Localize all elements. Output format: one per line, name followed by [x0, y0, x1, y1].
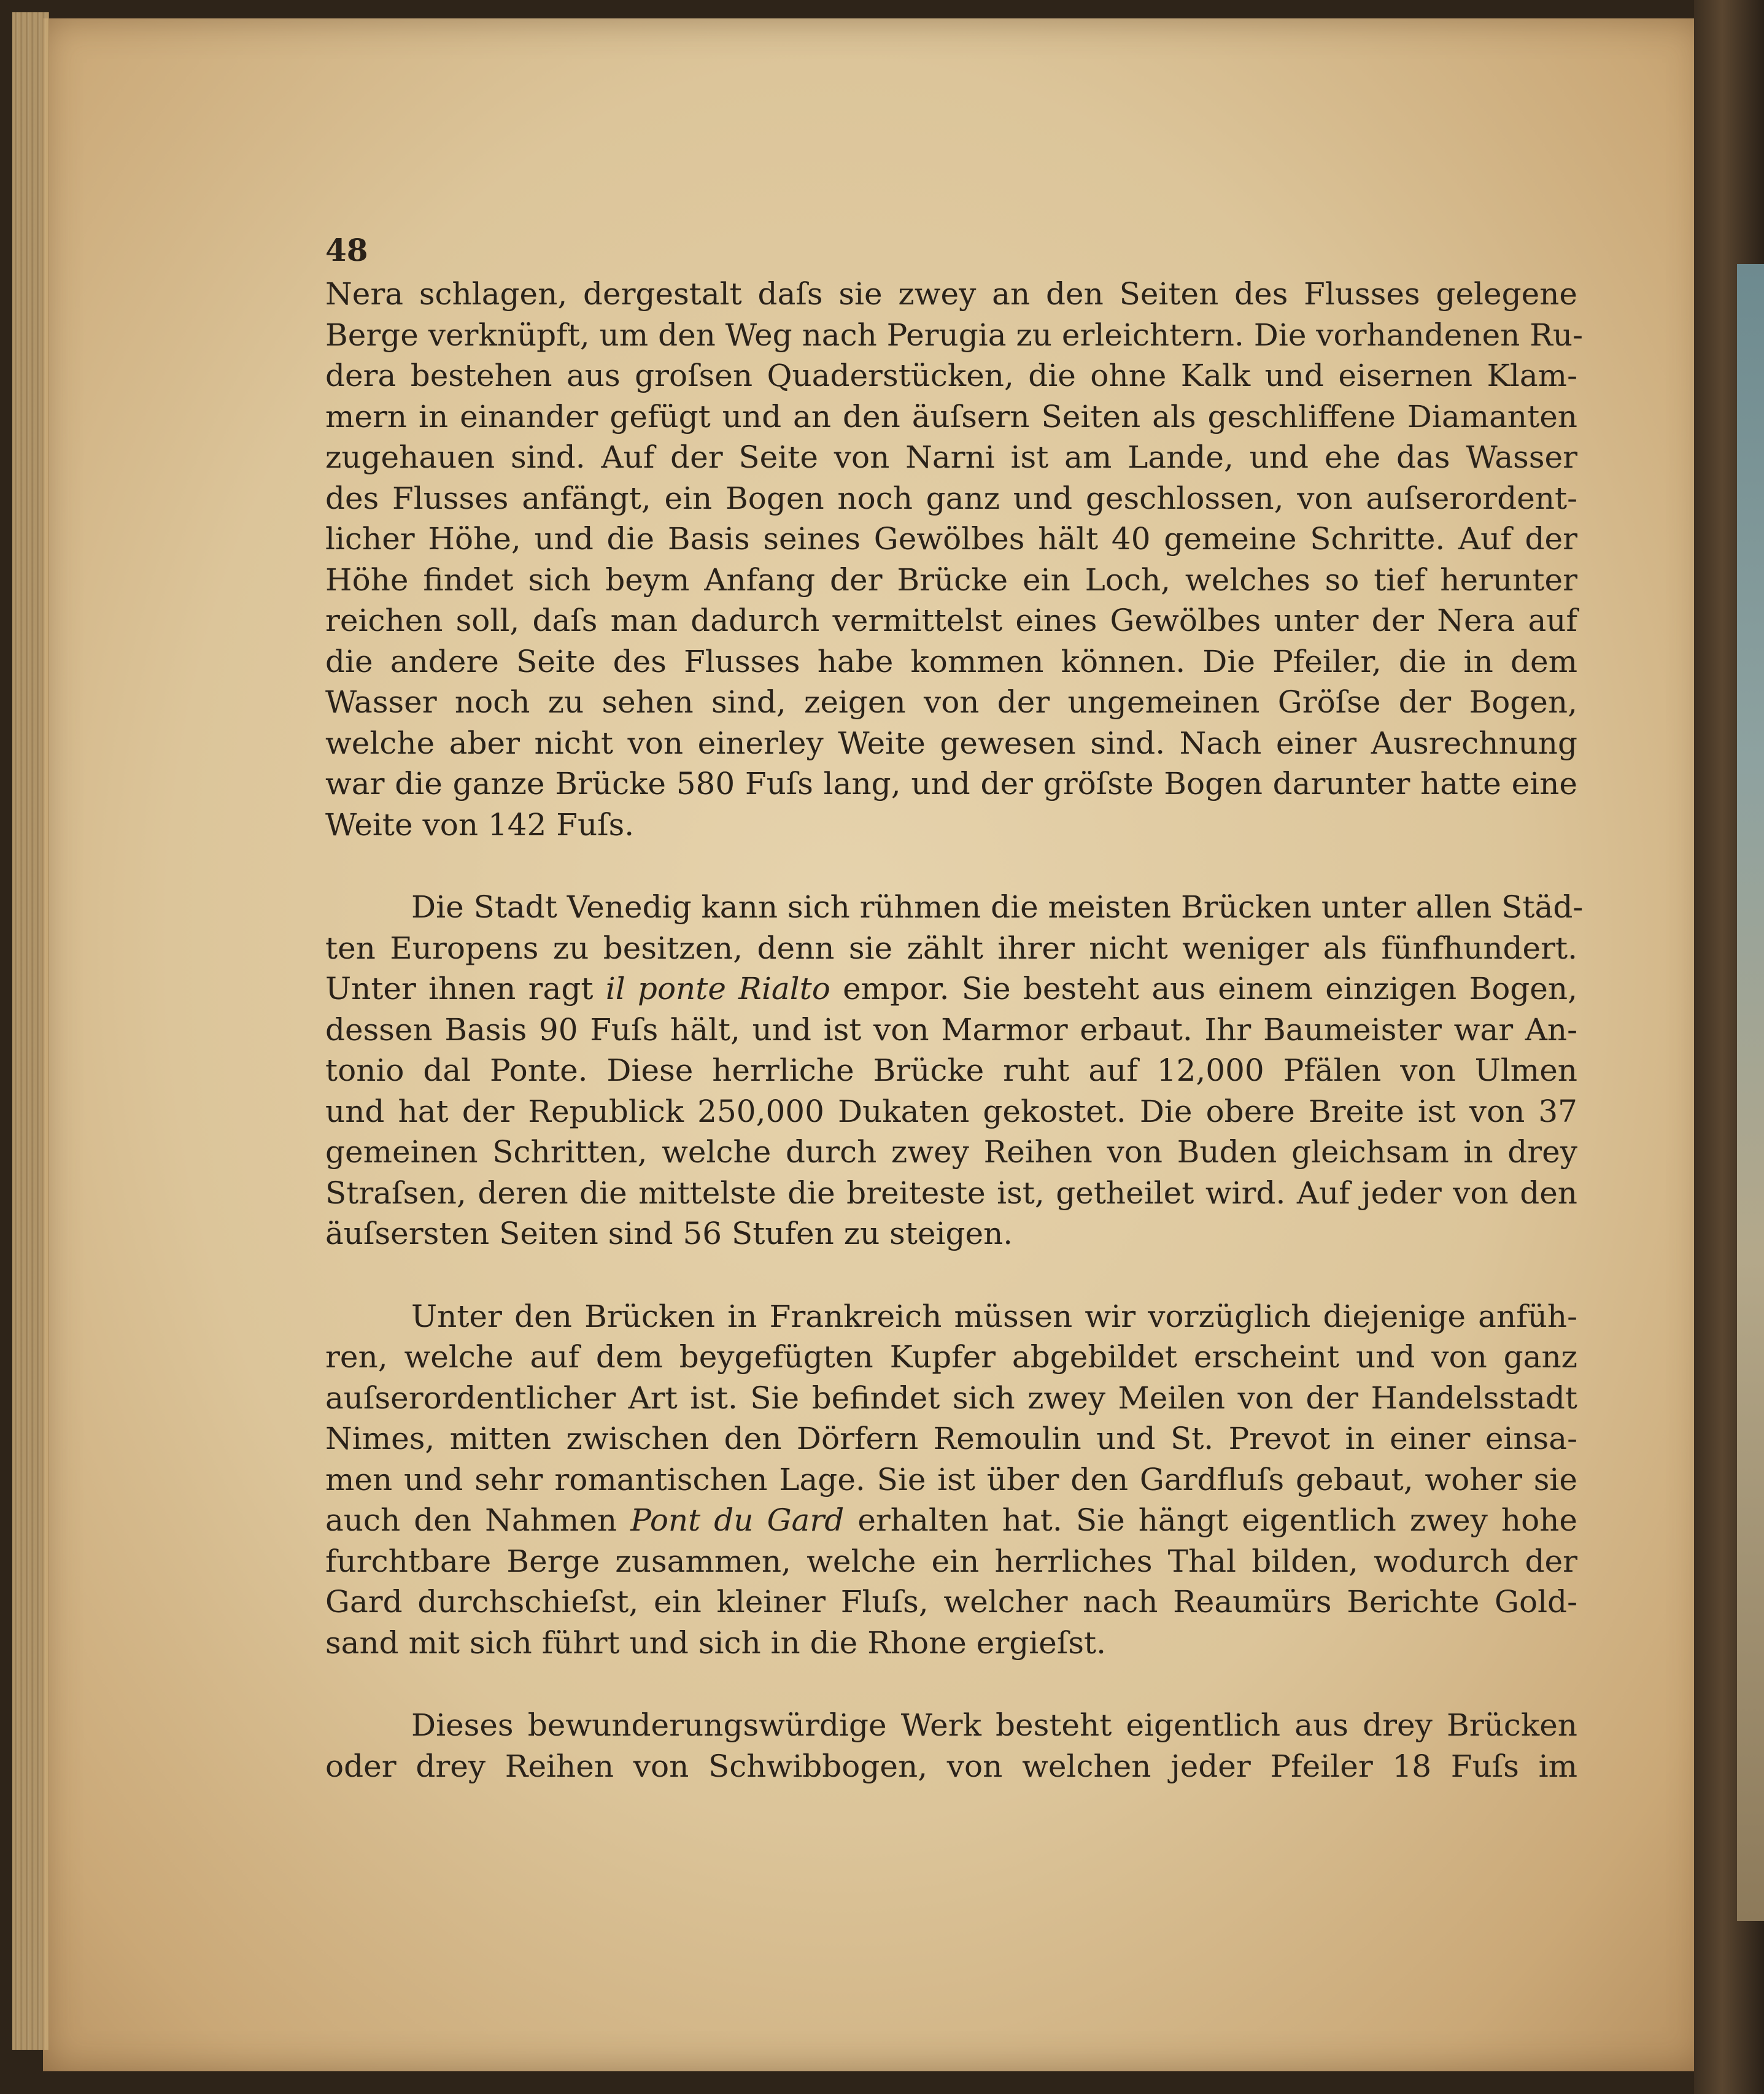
text-line: furchtbare Berge zusammen, welche ein herrliches Thal bilden, wodurch der — [325, 1543, 1577, 1579]
page-number: 48 — [325, 232, 368, 268]
text-line — [325, 1500, 1577, 1541]
text-segment: empor. Sie besteht aus einem einzigen Bogen, — [843, 971, 1577, 1006]
text-line: Weite von 142 Fuſs. — [325, 806, 635, 843]
text-line: Gard durchschieſst, ein kleiner Fluſs, welcher nach Reaumürs Berichte Gold- — [325, 1584, 1577, 1620]
paragraph-3 — [325, 1296, 1577, 1664]
text-line: sand mit sich führt und sich in die Rhone ergieſst. — [325, 1625, 1106, 1661]
paragraph-gap — [325, 1254, 1577, 1296]
text-line: licher Höhe, und die Basis seines Gewölbes hält 40 gemeine Schritte. Auf der — [325, 521, 1577, 557]
text-line: war die ganze Brücke 580 Fuſs lang, und der gröſste Bogen darunter hatte eine — [325, 766, 1577, 802]
text-line: welche aber nicht von einerley Weite gewesen sind. Nach einer Ausrechnung — [325, 725, 1577, 761]
text-segment: Unter ihnen ragt — [325, 971, 594, 1006]
text-line: Dieses bewunderungswürdige Werk besteht eigentlich aus drey Brücken — [411, 1707, 1577, 1743]
text-line: oder drey Reihen von Schwibbogen, von welchen jeder Pfeiler 18 Fuſs im — [325, 1748, 1577, 1784]
text-line: reichen soll, daſs man dadurch vermittelst eines Gewölbes unter der Nera auf — [325, 603, 1577, 638]
text-line: Straſsen, deren die mittelste die breiteste ist, getheilet wird. Auf jeder von den — [325, 1175, 1577, 1211]
paragraph-4 — [325, 1705, 1577, 1787]
text-line: tonio dal Ponte. Diese herrliche Brücke ruht auf 12,000 Pfälen von Ulmen — [325, 1053, 1577, 1088]
page-edge-stack — [12, 12, 49, 2050]
text-line: auſserordentlicher Art ist. Sie befindet sich zwey Meilen von der Handelsstadt — [325, 1380, 1577, 1416]
paragraph-1 — [325, 274, 1583, 845]
text-line: ren, welche auf dem beygefügten Kupfer abgebildet erscheint und von ganz — [325, 1339, 1577, 1375]
italic-term: il ponte Rialto — [605, 971, 830, 1006]
text-line: Berge verknüpft, um den Weg nach Perugia zu erleichtern. Die vorhandenen Ru- — [325, 317, 1583, 353]
text-line: Wasser noch zu sehen sind, zeigen von der ungemeinen Gröſse der Bogen, — [325, 684, 1577, 720]
text-line: zugehauen sind. Auf der Seite von Narni ist am Lande, und ehe das Wasser — [325, 439, 1577, 475]
text-line: äuſsersten Seiten sind 56 Stufen zu steigen. — [325, 1216, 1013, 1251]
text-line: Nimes, mitten zwischen den Dörfern Remoulin und St. Prevot in einer einsa- — [325, 1421, 1577, 1456]
text-line: Die Stadt Venedig kann sich rühmen die meisten Brücken unter allen Städ- — [411, 889, 1584, 925]
text-line: dessen Basis 90 Fuſs hält, und ist von Marmor erbaut. Ihr Baumeister war An- — [325, 1011, 1577, 1048]
body-text — [325, 232, 1584, 1787]
text-line: die andere Seite des Flusses habe kommen können. Die Pfeiler, die in dem — [325, 643, 1577, 679]
text-segment: erhalten hat. Sie hängt eigentlich zwey hohe — [857, 1502, 1577, 1538]
text-line: und hat der Republick 250,000 Dukaten gekostet. Die obere Breite ist von 37 — [325, 1093, 1577, 1129]
italic-term: Pont du Gard — [630, 1502, 845, 1538]
text-line: Höhe findet sich beym Anfang der Brücke ein Loch, welches so tief herunter — [325, 562, 1577, 598]
text-line: dera bestehen aus groſsen Quaderstücken, die ohne Kalk und eisernen Klam- — [325, 358, 1577, 393]
text-segment: auch den Nahmen — [325, 1502, 617, 1538]
text-line: Unter den Brücken in Frankreich müssen wir vorzüglich diejenige anfüh- — [411, 1298, 1577, 1334]
text-line: men und sehr romantischen Lage. Sie ist über den Gardfluſs gebaut, woher sie — [325, 1461, 1577, 1497]
paragraph-2 — [325, 887, 1584, 1254]
text-line: mern in einander gefügt und an den äuſsern Seiten als geschliffene Diamanten — [325, 398, 1577, 435]
facing-plate-edge — [1737, 264, 1764, 1921]
paragraph-gap — [325, 845, 1577, 887]
text-line: gemeinen Schritten, welche durch zwey Reihen von Buden gleichsam in drey — [325, 1134, 1577, 1170]
paragraph-gap — [325, 1663, 1577, 1705]
text-line: des Flusses anfängt, ein Bogen noch ganz und geschlossen, von auſserordent- — [325, 480, 1577, 516]
text-line: Nera schlagen, dergestalt daſs sie zwey an den Seiten des Flusses gelegene — [325, 276, 1577, 312]
text-line — [325, 968, 1577, 1010]
text-line: ten Europens zu besitzen, denn sie zählt ihrer nicht weniger als fünfhundert. — [325, 930, 1577, 966]
